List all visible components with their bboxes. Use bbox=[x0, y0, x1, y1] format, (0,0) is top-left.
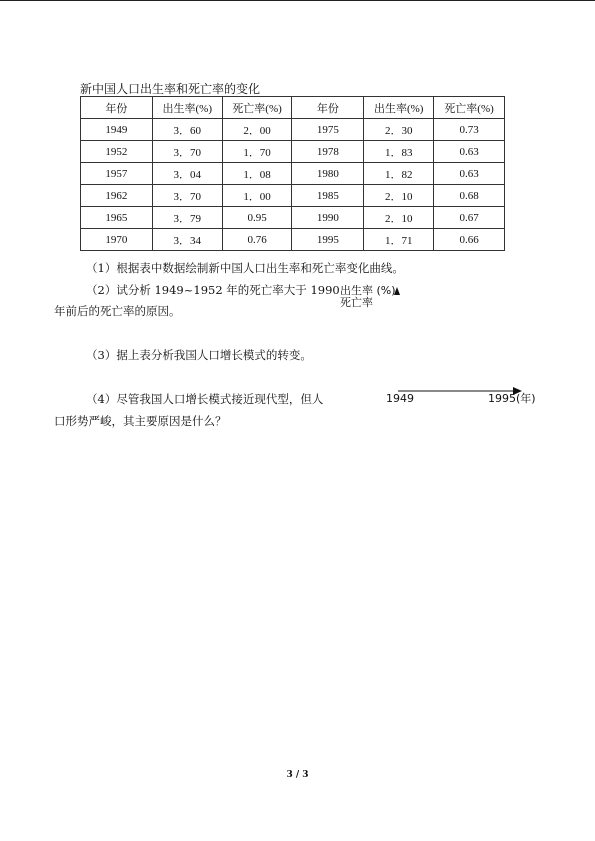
cell-death-rate-2: 0.68 bbox=[434, 185, 505, 207]
cell-birth-rate-2: 1．82 bbox=[364, 163, 434, 185]
cell-year-2: 1978 bbox=[292, 141, 364, 163]
header-death-rate: 死亡率(%) bbox=[222, 97, 292, 119]
cell-year: 1970 bbox=[81, 229, 153, 251]
cell-death-rate: 1．08 bbox=[222, 163, 292, 185]
cell-year-2: 1990 bbox=[292, 207, 364, 229]
question-4-line-2: 口形势严峻，其主要原因是什么？ bbox=[54, 414, 227, 428]
cell-year: 1952 bbox=[81, 141, 153, 163]
chart-x-start-label: 1949 bbox=[386, 392, 414, 405]
cell-birth-rate: 3．04 bbox=[152, 163, 222, 185]
cell-year: 1965 bbox=[81, 207, 153, 229]
cell-birth-rate-2: 2．30 bbox=[364, 119, 434, 141]
page-number: 3 / 3 bbox=[286, 770, 309, 780]
question-1: （1）根据表中数据绘制新中国人口出生率和死亡率变化曲线。 bbox=[86, 261, 404, 275]
header-year-2: 年份 bbox=[292, 97, 364, 119]
cell-year-2: 1985 bbox=[292, 185, 364, 207]
chart-y-label-death-rate: 死亡率 bbox=[340, 296, 373, 309]
cell-birth-rate-2: 1．83 bbox=[364, 141, 434, 163]
question-3: （3）据上表分析我国人口增长模式的转变。 bbox=[86, 348, 312, 362]
cell-death-rate: 1．00 bbox=[222, 185, 292, 207]
cell-year-2: 1975 bbox=[292, 119, 364, 141]
header-year: 年份 bbox=[81, 97, 153, 119]
table-caption: 新中国人口出生率和死亡率的变化 bbox=[80, 82, 261, 96]
cell-birth-rate-2: 2．10 bbox=[364, 207, 434, 229]
cell-birth-rate: 3．79 bbox=[152, 207, 222, 229]
cell-death-rate: 2．00 bbox=[222, 119, 292, 141]
chart-x-end-label: 1995(年) bbox=[488, 392, 536, 405]
y-axis-arrow-icon bbox=[394, 287, 400, 295]
header-birth-rate-2: 出生率(%) bbox=[364, 97, 434, 119]
cell-birth-rate: 3．60 bbox=[152, 119, 222, 141]
cell-year-2: 1980 bbox=[292, 163, 364, 185]
cell-year: 1957 bbox=[81, 163, 153, 185]
cell-death-rate-2: 0.63 bbox=[434, 163, 505, 185]
header-death-rate-2: 死亡率(%) bbox=[434, 97, 505, 119]
cell-death-rate-2: 0.63 bbox=[434, 141, 505, 163]
cell-death-rate-2: 0.67 bbox=[434, 207, 505, 229]
cell-birth-rate-2: 1．71 bbox=[364, 229, 434, 251]
cell-year: 1962 bbox=[81, 185, 153, 207]
cell-birth-rate: 3．70 bbox=[152, 141, 222, 163]
cell-death-rate-2: 0.73 bbox=[434, 119, 505, 141]
cell-birth-rate-2: 2．10 bbox=[364, 185, 434, 207]
cell-year: 1949 bbox=[81, 119, 153, 141]
cell-birth-rate: 3．34 bbox=[152, 229, 222, 251]
cell-death-rate: 1．70 bbox=[222, 141, 292, 163]
header-birth-rate: 出生率(%) bbox=[152, 97, 222, 119]
cell-birth-rate: 3．70 bbox=[152, 185, 222, 207]
question-2-line-2: 年前后的死亡率的原因。 bbox=[54, 304, 181, 318]
cell-year-2: 1995 bbox=[292, 229, 364, 251]
chart-y-label-birth-rate: 出生率 (%) bbox=[340, 284, 396, 297]
cell-death-rate: 0.76 bbox=[222, 229, 292, 251]
cell-death-rate-2: 0.66 bbox=[434, 229, 505, 251]
question-2-line-1: （2）试分析 1949~1952 年的死亡率大于 1990 bbox=[86, 283, 340, 297]
cell-death-rate: 0.95 bbox=[222, 207, 292, 229]
question-4-line-1: （4）尽管我国人口增长模式接近现代型，但人 bbox=[86, 392, 324, 406]
